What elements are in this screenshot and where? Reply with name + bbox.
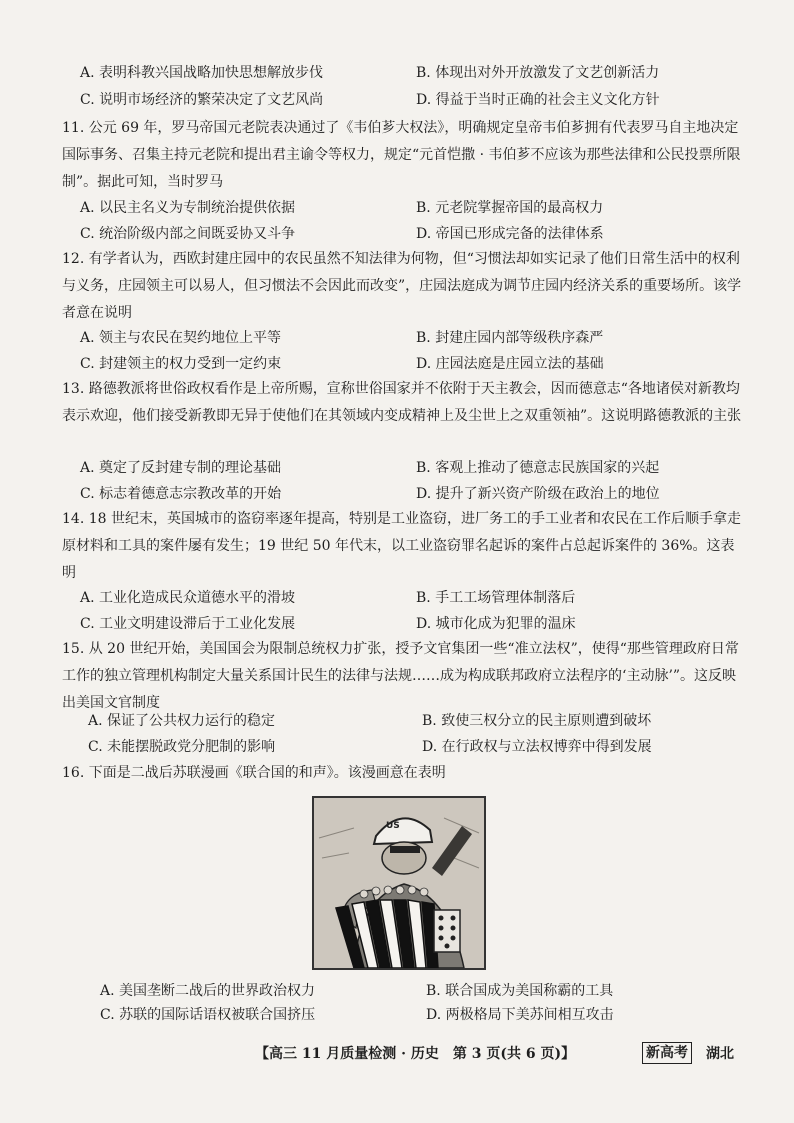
question-16-stem: 16. 下面是二战后苏联漫画《联合国的和声》。该漫画意在表明 (62, 765, 446, 781)
q16-option-d: D. 两极格局下美苏间相互攻击 (426, 1007, 614, 1023)
q14-option-d: D. 城市化成为犯罪的温床 (416, 616, 576, 632)
q10-option-b: B. 体现出对外开放激发了文艺创新活力 (416, 65, 660, 81)
footer-brand-badge: 新高考 (642, 1042, 692, 1064)
question-12-stem: 12. 有学者认为，西欧封建庄园中的农民虽然不知法律为何物，但“习惯法却如实记录了他们日常生活中的权利与义务，庄园领主可以易人，但习惯法不会因此而改变”，庄园法庭成为调节庄园内经济关系的重要场所。该学者意在说明 (62, 251, 742, 321)
page-footer (0, 1043, 794, 1067)
q14-option-b: B. 手工工场管理体制落后 (416, 590, 576, 606)
cartoon-image (312, 796, 486, 970)
q12-option-c: C. 封建领主的权力受到一定约束 (80, 356, 282, 372)
cartoon-hat-text: US (386, 821, 400, 831)
q14-option-c: C. 工业文明建设滞后于工业化发展 (80, 616, 296, 632)
question-15 (62, 636, 742, 717)
q10-option-a: A. 表明科教兴国战略加快思想解放步伐 (80, 65, 324, 81)
q12-option-d: D. 庄园法庭是庄园立法的基础 (416, 356, 604, 372)
q16-option-c: C. 苏联的国际话语权被联合国挤压 (100, 1007, 316, 1023)
q11-option-a: A. 以民主名义为专制统治提供依据 (80, 200, 296, 216)
q12-option-b: B. 封建庄园内部等级秩序森严 (416, 330, 604, 346)
footer-exam-info: 【高三 11 月质量检测 · 历史 第 3 页(共 6 页)】 (255, 1046, 576, 1062)
q15-option-b: B. 致使三权分立的民主原则遭到破坏 (422, 713, 652, 729)
q16-option-a: A. 美国垄断二战后的世界政治权力 (100, 983, 316, 999)
question-16 (62, 760, 742, 787)
q16-option-b: B. 联合国成为美国称霸的工具 (426, 983, 614, 999)
question-14 (62, 506, 742, 587)
footer-region: 湖北 (706, 1046, 734, 1062)
q11-option-d: D. 帝国已形成完备的法律体系 (416, 226, 604, 242)
q15-option-c: C. 未能摆脱政党分肥制的影响 (88, 739, 276, 755)
q10-option-d: D. 得益于当时正确的社会主义文化方针 (416, 92, 660, 108)
question-15-stem: 15. 从 20 世纪开始，美国国会为限制总统权力扩张，授予文官集团一些“准立法权”，使得“那些管理政府日常工作的独立管理机构制定大量关系国计民生的法律与法规……成为构成联邦政府立法程序的‘主动脉’”。这反映出美国文官制度 (62, 641, 739, 711)
q13-option-a: A. 奠定了反封建专制的理论基础 (80, 460, 282, 476)
cartoon-illustration (314, 798, 484, 968)
q15-option-d: D. 在行政权与立法权博弈中得到发展 (422, 739, 652, 755)
q14-option-a: A. 工业化造成民众道德水平的滑坡 (80, 590, 296, 606)
question-13 (62, 376, 742, 430)
q15-option-a: A. 保证了公共权力运行的稳定 (88, 713, 276, 729)
question-11 (62, 115, 742, 196)
question-12 (62, 246, 742, 327)
question-13-stem: 13. 路德教派将世俗政权看作是上帝所赐，宣称世俗国家并不依附于天主教会，因而德意志“各地诸侯对新教均表示欢迎，他们接受新教即无异于使他们在其领域内变成精神上及尘世上之双重领袖”。这说明路德教派的主张 (62, 381, 742, 424)
q10-option-c: C. 说明市场经济的繁荣决定了文艺风尚 (80, 92, 324, 108)
q11-option-b: B. 元老院掌握帝国的最高权力 (416, 200, 604, 216)
q13-option-d: D. 提升了新兴资产阶级在政治上的地位 (416, 486, 660, 502)
q13-option-b: B. 客观上推动了德意志民族国家的兴起 (416, 460, 660, 476)
q12-option-a: A. 领主与农民在契约地位上平等 (80, 330, 282, 346)
q11-option-c: C. 统治阶级内部之间既妥协又斗争 (80, 226, 296, 242)
question-11-stem: 11. 公元 69 年，罗马帝国元老院表决通过了《韦伯芗大权法》，明确规定皇帝韦伯芗拥有代表罗马自主地决定国际事务、召集主持元老院和提出君主谕令等权力，规定“元首恺撒 · 韦伯芗不应该为那些法律和公民投票所限制”。据此可知，当时罗马 (62, 120, 741, 190)
q13-option-c: C. 标志着德意志宗教改革的开始 (80, 486, 282, 502)
question-14-stem: 14. 18 世纪末，英国城市的盗窃率逐年提高，特别是工业盗窃，进厂务工的手工业者和农民在工作后顺手拿走原材料和工具的案件屡有发生；19 世纪 50 年代末，以工业盗窃罪名起诉的案件占总起诉案件的 36%。这表明 (62, 511, 741, 581)
